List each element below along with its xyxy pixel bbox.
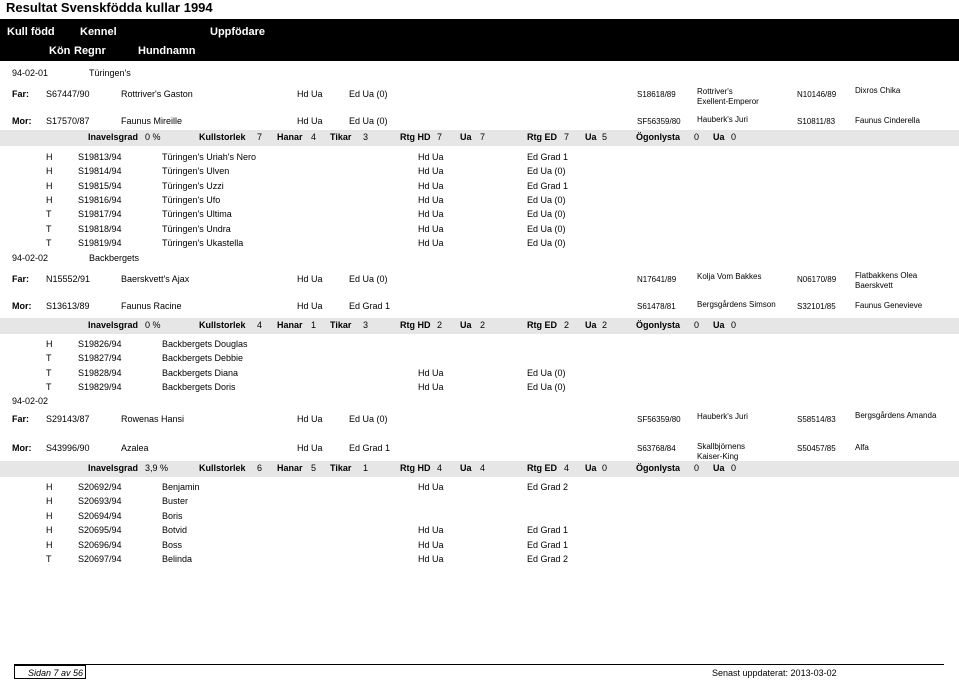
pup-hd: Hd Ua <box>418 181 444 191</box>
far-name: Baerskvett's Ajax <box>121 274 190 284</box>
kullstorlek-label: Kullstorlek <box>199 132 246 142</box>
pup-regnr: S20692/94 <box>78 482 122 492</box>
footer-divider <box>14 664 944 665</box>
inavelsgrad-value: 3,9 % <box>145 463 169 473</box>
pup-regnr: S19813/94 <box>78 152 122 162</box>
mor-hd: Hd Ua <box>297 443 323 453</box>
pup-name: Türingen's Ulven <box>162 166 230 176</box>
pup-sex: T <box>46 209 52 219</box>
far-regnr: S67447/90 <box>46 89 90 99</box>
pup-ed: Ed Grad 1 <box>527 181 569 191</box>
pup-sex: H <box>46 152 53 162</box>
ua-hd-value: 7 <box>480 132 486 142</box>
pup-name: Benjamin <box>162 482 200 492</box>
far-regnr: N15552/91 <box>46 274 91 284</box>
mor-dam-name: Faunus Cinderella <box>855 116 920 125</box>
mor-ed: Ed Ua (0) <box>349 116 388 126</box>
kullstorlek-value: 6 <box>257 463 263 473</box>
pup-ed: Ed Ua (0) <box>527 209 566 219</box>
pup-sex: H <box>46 496 53 506</box>
pup-ed: Ed Ua (0) <box>527 195 566 205</box>
mor-dam-regnr: S50457/85 <box>797 444 836 453</box>
pup-regnr: S19815/94 <box>78 181 122 191</box>
pup-name: Türingen's Uzzi <box>162 181 224 191</box>
pup-sex: H <box>46 511 53 521</box>
ua-ed-label: Ua <box>585 132 597 142</box>
pup-hd: Hd Ua <box>418 382 444 392</box>
pup-name: Backbergets Douglas <box>162 339 248 349</box>
rtg-ed-value: 7 <box>564 132 570 142</box>
ua-ogon-label: Ua <box>713 132 725 142</box>
tikar-label: Tikar <box>330 320 352 330</box>
pup-sex: T <box>46 554 52 564</box>
ua-ogon-value: 0 <box>731 132 737 142</box>
far-dam-regnr: N06170/89 <box>797 275 837 284</box>
far-ed: Ed Ua (0) <box>349 414 388 424</box>
header-kon: Kön <box>49 45 71 57</box>
far-regnr: S29143/87 <box>46 414 90 424</box>
tikar-label: Tikar <box>330 463 352 473</box>
rtg-ed-label: Rtg ED <box>527 463 557 473</box>
pup-regnr: S19828/94 <box>78 368 122 378</box>
pup-regnr: S19829/94 <box>78 382 122 392</box>
header-kennel: Kennel <box>80 26 117 38</box>
pup-hd: Hd Ua <box>418 224 444 234</box>
hanar-value: 4 <box>311 132 317 142</box>
mor-name: Azalea <box>121 443 149 453</box>
pup-regnr: S20693/94 <box>78 496 122 506</box>
pup-ed: Ed Ua (0) <box>527 382 566 392</box>
pup-hd: Hd Ua <box>418 554 444 564</box>
ogonlysta-label: Ögonlysta <box>636 320 681 330</box>
mor-ed: Ed Grad 1 <box>349 443 391 453</box>
far-ed: Ed Ua (0) <box>349 89 388 99</box>
mor-label: Mor: <box>12 116 32 126</box>
mor-regnr: S43996/90 <box>46 443 90 453</box>
ua-ogon-value: 0 <box>731 320 737 330</box>
far-dam-name-line2: Baerskvett <box>855 281 893 290</box>
pup-sex: T <box>46 224 52 234</box>
inavelsgrad-value: 0 % <box>145 132 161 142</box>
rtg-hd-value: 4 <box>437 463 443 473</box>
ua-ed-value: 0 <box>602 463 608 473</box>
mor-name: Faunus Racine <box>121 301 182 311</box>
ogonlysta-value: 0 <box>694 463 700 473</box>
rtg-hd-value: 2 <box>437 320 443 330</box>
far-label: Far: <box>12 414 30 424</box>
mor-ed: Ed Grad 1 <box>349 301 391 311</box>
pup-name: Backbergets Diana <box>162 368 239 378</box>
header-uppfodare: Uppfödare <box>210 26 265 38</box>
pup-ed: Ed Grad 2 <box>527 554 569 564</box>
mor-sire-name: Hauberk's Juri <box>697 115 748 124</box>
litter-kennel: Backbergets <box>89 253 140 263</box>
far-sire-name-line2: Exellent-Emperor <box>697 97 759 106</box>
far-sire-name: Hauberk's Juri <box>697 412 748 421</box>
ua-ed-value: 5 <box>602 132 608 142</box>
pup-name: Türingen's Ufo <box>162 195 221 205</box>
pup-sex: T <box>46 353 52 363</box>
pup-regnr: S20694/94 <box>78 511 122 521</box>
pup-sex: H <box>46 339 53 349</box>
mor-label: Mor: <box>12 301 32 311</box>
kullstorlek-label: Kullstorlek <box>199 463 246 473</box>
mor-label: Mor: <box>12 443 32 453</box>
hanar-value: 5 <box>311 463 317 473</box>
kullstorlek-value: 4 <box>257 320 263 330</box>
pup-name: Belinda <box>162 554 193 564</box>
pup-regnr: S20695/94 <box>78 525 122 535</box>
far-dam-name: Flatbakkens Olea <box>855 271 918 280</box>
pup-name: Boss <box>162 540 183 550</box>
far-ed: Ed Ua (0) <box>349 274 388 284</box>
pup-sex: H <box>46 525 53 535</box>
pup-ed: Ed Grad 1 <box>527 540 569 550</box>
ua-hd-value: 2 <box>480 320 486 330</box>
far-dam-name: Dixros Chika <box>855 86 901 95</box>
footer-updated: Senast uppdaterat: 2013-03-02 <box>712 668 837 678</box>
mor-sire-regnr: S63768/84 <box>637 444 676 453</box>
pup-hd: Hd Ua <box>418 209 444 219</box>
tikar-value: 3 <box>363 320 369 330</box>
pup-ed: Ed Ua (0) <box>527 224 566 234</box>
rtg-hd-label: Rtg HD <box>400 320 431 330</box>
rtg-ed-value: 4 <box>564 463 570 473</box>
inavelsgrad-value: 0 % <box>145 320 161 330</box>
tikar-value: 1 <box>363 463 369 473</box>
ua-hd-label: Ua <box>460 320 472 330</box>
far-sire-regnr: N17641/89 <box>637 275 677 284</box>
pup-regnr: S19826/94 <box>78 339 122 349</box>
mor-sire-regnr: S61478/81 <box>637 302 676 311</box>
rtg-hd-label: Rtg HD <box>400 132 431 142</box>
pup-name: Botvid <box>162 525 188 535</box>
kullstorlek-label: Kullstorlek <box>199 320 246 330</box>
mor-hd: Hd Ua <box>297 116 323 126</box>
ua-ed-label: Ua <box>585 463 597 473</box>
pup-ed: Ed Ua (0) <box>527 166 566 176</box>
far-hd: Hd Ua <box>297 414 323 424</box>
pup-regnr: S19816/94 <box>78 195 122 205</box>
litter-kennel: Türingen's <box>89 68 131 78</box>
pup-regnr: S19814/94 <box>78 166 122 176</box>
pup-hd: Hd Ua <box>418 482 444 492</box>
far-hd: Hd Ua <box>297 274 323 284</box>
kullstorlek-value: 7 <box>257 132 263 142</box>
mor-sire-name-line2: Kaiser-King <box>697 452 739 461</box>
pup-name: Türingen's Undra <box>162 224 231 234</box>
far-hd: Hd Ua <box>297 89 323 99</box>
pup-hd: Hd Ua <box>418 540 444 550</box>
hanar-value: 1 <box>311 320 317 330</box>
far-sire-regnr: S18618/89 <box>637 90 676 99</box>
ua-ogon-value: 0 <box>731 463 737 473</box>
header-hundnamn: Hundnamn <box>138 45 196 57</box>
footer-page-number: Sidan 7 av 56 <box>28 668 84 678</box>
rtg-ed-value: 2 <box>564 320 570 330</box>
header-kull-fodd: Kull född <box>7 26 55 38</box>
pup-name: Türingen's Ultima <box>162 209 232 219</box>
pup-sex: T <box>46 368 52 378</box>
ogonlysta-value: 0 <box>694 132 700 142</box>
mor-hd: Hd Ua <box>297 301 323 311</box>
litter-date: 94-02-02 <box>12 253 49 263</box>
mor-regnr: S13613/89 <box>46 301 90 311</box>
litter-date: 94-02-01 <box>12 68 49 78</box>
mor-sire-name: Bergsgårdens Simson <box>697 300 776 309</box>
pup-regnr: S19827/94 <box>78 353 122 363</box>
far-dam-regnr: S58514/83 <box>797 415 836 424</box>
far-label: Far: <box>12 89 30 99</box>
mor-dam-name: Alfa <box>855 443 869 452</box>
tikar-value: 3 <box>363 132 369 142</box>
pup-sex: H <box>46 181 53 191</box>
mor-name: Faunus Mireille <box>121 116 183 126</box>
hanar-label: Hanar <box>277 463 303 473</box>
pup-sex: T <box>46 238 52 248</box>
inavelsgrad-label: Inavelsgrad <box>88 132 139 142</box>
far-dam-name: Bergsgårdens Amanda <box>855 411 937 420</box>
pup-regnr: S19818/94 <box>78 224 122 234</box>
pup-hd: Hd Ua <box>418 238 444 248</box>
pup-hd: Hd Ua <box>418 152 444 162</box>
mor-sire-name: Skallbjörnens <box>697 442 746 451</box>
mor-dam-regnr: S10811/83 <box>797 117 836 126</box>
ogonlysta-value: 0 <box>694 320 700 330</box>
column-header-band <box>0 19 959 61</box>
ogonlysta-label: Ögonlysta <box>636 463 681 473</box>
pup-name: Backbergets Doris <box>162 382 236 392</box>
rtg-ed-label: Rtg ED <box>527 132 557 142</box>
inavelsgrad-label: Inavelsgrad <box>88 320 139 330</box>
pup-ed: Ed Grad 1 <box>527 525 569 535</box>
far-sire-regnr: SF56359/80 <box>637 415 681 424</box>
mor-dam-regnr: S32101/85 <box>797 302 836 311</box>
rtg-ed-label: Rtg ED <box>527 320 557 330</box>
litter-date: 94-02-02 <box>12 396 49 406</box>
pup-name: Türingen's Uriah's Nero <box>162 152 256 162</box>
rtg-hd-value: 7 <box>437 132 443 142</box>
pup-ed: Ed Ua (0) <box>527 238 566 248</box>
pup-name: Backbergets Debbie <box>162 353 244 363</box>
pup-sex: H <box>46 540 53 550</box>
far-dam-regnr: N10146/89 <box>797 90 837 99</box>
inavelsgrad-label: Inavelsgrad <box>88 463 139 473</box>
far-sire-name: Rottriver's <box>697 87 733 96</box>
mor-dam-name: Faunus Genevieve <box>855 301 923 310</box>
ua-hd-value: 4 <box>480 463 486 473</box>
title-bar <box>0 0 959 17</box>
pup-regnr: S19817/94 <box>78 209 122 219</box>
ua-ed-label: Ua <box>585 320 597 330</box>
pup-ed: Ed Grad 1 <box>527 152 569 162</box>
pup-name: Türingen's Ukastella <box>162 238 244 248</box>
far-name: Rottriver's Gaston <box>121 89 193 99</box>
far-name: Rowenas Hansi <box>121 414 185 424</box>
pup-sex: H <box>46 482 53 492</box>
mor-sire-regnr: SF56359/80 <box>637 117 681 126</box>
tikar-label: Tikar <box>330 132 352 142</box>
rtg-hd-label: Rtg HD <box>400 463 431 473</box>
pup-hd: Hd Ua <box>418 195 444 205</box>
pup-hd: Hd Ua <box>418 525 444 535</box>
pup-sex: H <box>46 166 53 176</box>
ua-ogon-label: Ua <box>713 320 725 330</box>
hanar-label: Hanar <box>277 320 303 330</box>
ogonlysta-label: Ögonlysta <box>636 132 681 142</box>
ua-ogon-label: Ua <box>713 463 725 473</box>
pup-sex: H <box>46 195 53 205</box>
header-regnr: Regnr <box>74 45 106 57</box>
pup-regnr: S20697/94 <box>78 554 122 564</box>
pup-regnr: S20696/94 <box>78 540 122 550</box>
pup-ed: Ed Ua (0) <box>527 368 566 378</box>
ua-hd-label: Ua <box>460 132 472 142</box>
far-sire-name: Kolja Vom Bakkes <box>697 272 762 281</box>
pup-ed: Ed Grad 2 <box>527 482 569 492</box>
page-title: Resultat Svenskfödda kullar 1994 <box>6 0 213 15</box>
pup-sex: T <box>46 382 52 392</box>
ua-hd-label: Ua <box>460 463 472 473</box>
hanar-label: Hanar <box>277 132 303 142</box>
pup-hd: Hd Ua <box>418 166 444 176</box>
mor-regnr: S17570/87 <box>46 116 90 126</box>
pup-hd: Hd Ua <box>418 368 444 378</box>
pup-name: Buster <box>162 496 189 506</box>
pup-name: Boris <box>162 511 183 521</box>
far-label: Far: <box>12 274 30 284</box>
ua-ed-value: 2 <box>602 320 608 330</box>
pup-regnr: S19819/94 <box>78 238 122 248</box>
